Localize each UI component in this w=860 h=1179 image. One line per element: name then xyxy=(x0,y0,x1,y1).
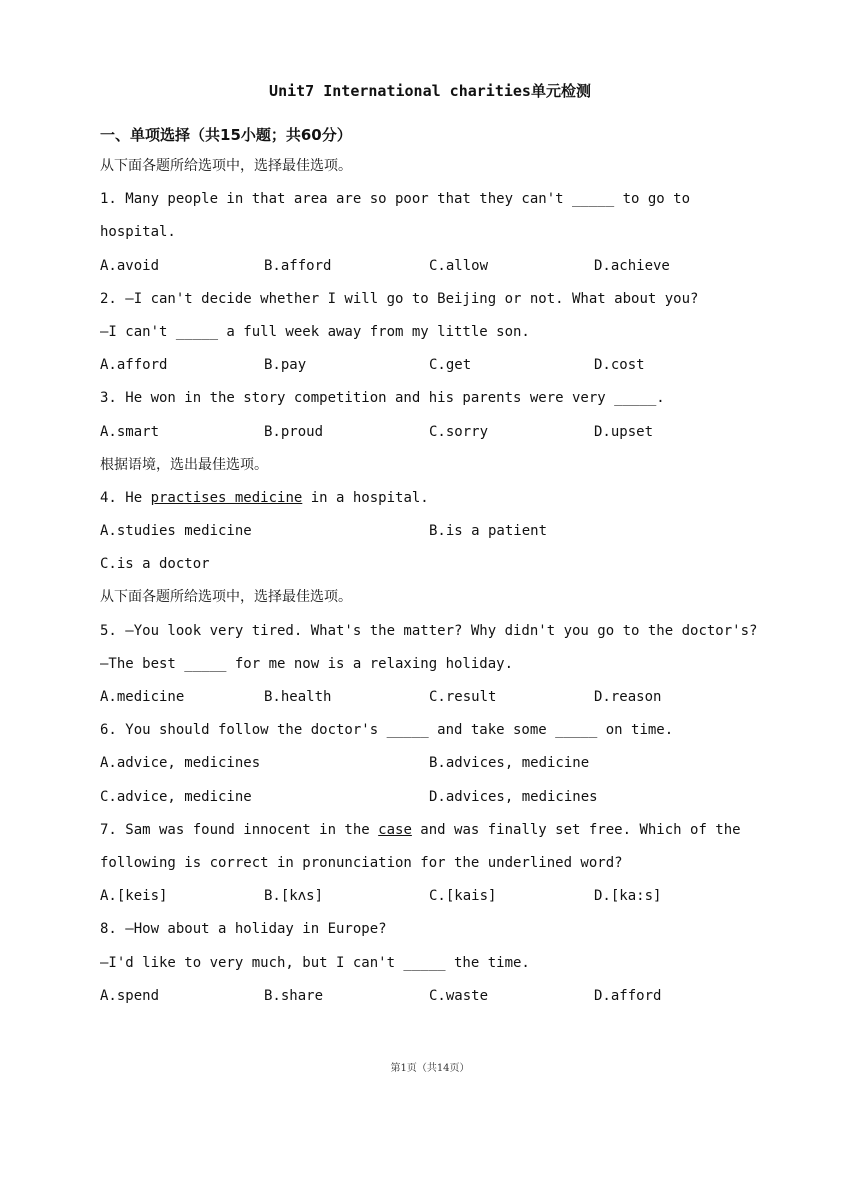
option-a: A.advice, medicines xyxy=(100,755,261,772)
stem-prefix: 7. Sam was found innocent in the xyxy=(100,821,379,838)
option-a: A.[keis] xyxy=(100,888,168,905)
section-header: 一、单项选择（共15小题；共60分） xyxy=(100,126,352,144)
option-d: D.reason xyxy=(594,689,662,705)
instruction: 从下面各题所给选项中，选择最佳选项。 xyxy=(100,158,352,174)
option-c: C.get xyxy=(429,357,472,374)
question-1-stem: 1. Many people in that area are so poor that they can't _____ to go to xyxy=(100,191,691,208)
option-c: C.[kais] xyxy=(429,888,497,905)
question-2-stem: 2. —I can't decide whether I will go to Beijing or not. What about you? xyxy=(100,290,699,307)
stem-prefix: 4. He xyxy=(100,489,151,506)
option-c: C.result xyxy=(429,689,497,705)
question-8-stem: 8. —How about a holiday in Europe? xyxy=(100,921,387,938)
question-7-stem xyxy=(100,814,780,847)
question-6-options-cont xyxy=(100,781,780,814)
question-6-options xyxy=(100,747,780,780)
question-8-options xyxy=(100,980,780,1013)
question-7-stem-cont: following is correct in pronunciation for the underlined word? xyxy=(100,854,623,871)
option-a: A.afford xyxy=(100,357,168,374)
instruction: 根据语境，选出最佳选项。 xyxy=(100,456,268,473)
option-d: D.afford xyxy=(594,987,662,1004)
stem-suffix: in a hospital. xyxy=(302,489,429,506)
question-5-stem: 5. —You look very tired. What's the matter? Why didn't you go to the doctor's? xyxy=(100,622,758,639)
question-6-stem: 6. You should follow the doctor's _____ and take some _____ on time. xyxy=(100,722,674,739)
option-a: A.studies medicine xyxy=(100,523,252,540)
stem-suffix: and was finally set free. Which of the xyxy=(411,821,741,838)
option-a: A.medicine xyxy=(100,689,185,705)
question-1-options xyxy=(100,250,780,283)
document-title: Unit7 International charities单元检测 xyxy=(269,82,591,100)
option-b: B.share xyxy=(264,987,324,1004)
question-1-stem-cont: hospital. xyxy=(100,224,176,241)
option-b: B.advices, medicine xyxy=(429,755,590,772)
option-b: B.[kʌs] xyxy=(264,888,324,905)
option-a: A.spend xyxy=(100,987,160,1004)
question-8-stem-cont: —I'd like to very much, but I can't _____ the time. xyxy=(100,954,530,971)
question-3-options xyxy=(100,416,780,449)
option-b: B.health xyxy=(264,689,332,705)
question-list xyxy=(100,150,780,1013)
underlined-phrase: practises medicine xyxy=(150,489,303,506)
question-5-options xyxy=(100,681,780,714)
question-3-stem: 3. He won in the story competition and his parents were very _____. xyxy=(100,390,665,407)
option-c: C.sorry xyxy=(429,423,489,440)
option-b: B.afford xyxy=(264,257,332,274)
question-4-options xyxy=(100,515,780,548)
option-b: B.pay xyxy=(264,357,307,374)
underlined-word: case xyxy=(378,821,412,838)
question-4-options-cont xyxy=(100,548,780,581)
option-a: A.smart xyxy=(100,423,160,440)
page-footer: 第1页（共14页） xyxy=(390,1063,470,1074)
option-d: D.upset xyxy=(594,423,654,440)
option-d: D.advices, medicines xyxy=(429,788,598,805)
option-d: D.achieve xyxy=(594,257,670,274)
option-d: D.cost xyxy=(594,357,645,374)
instruction: 从下面各题所给选项中，选择最佳选项。 xyxy=(100,589,352,606)
question-4-stem xyxy=(100,482,780,515)
option-c: C.is a doctor xyxy=(100,556,210,573)
question-2-stem-cont: —I can't _____ a full week away from my little son. xyxy=(100,323,530,340)
question-2-options xyxy=(100,349,780,382)
option-b: B.proud xyxy=(264,423,324,440)
question-5-stem-cont: —The best _____ for me now is a relaxing holiday. xyxy=(100,655,514,672)
option-a: A.avoid xyxy=(100,257,160,274)
question-7-options xyxy=(100,880,780,913)
option-d: D.[ka:s] xyxy=(594,888,662,905)
option-b: B.is a patient xyxy=(429,523,548,540)
option-c: C.advice, medicine xyxy=(100,788,252,805)
option-c: C.waste xyxy=(429,987,489,1004)
option-c: C.allow xyxy=(429,257,489,274)
